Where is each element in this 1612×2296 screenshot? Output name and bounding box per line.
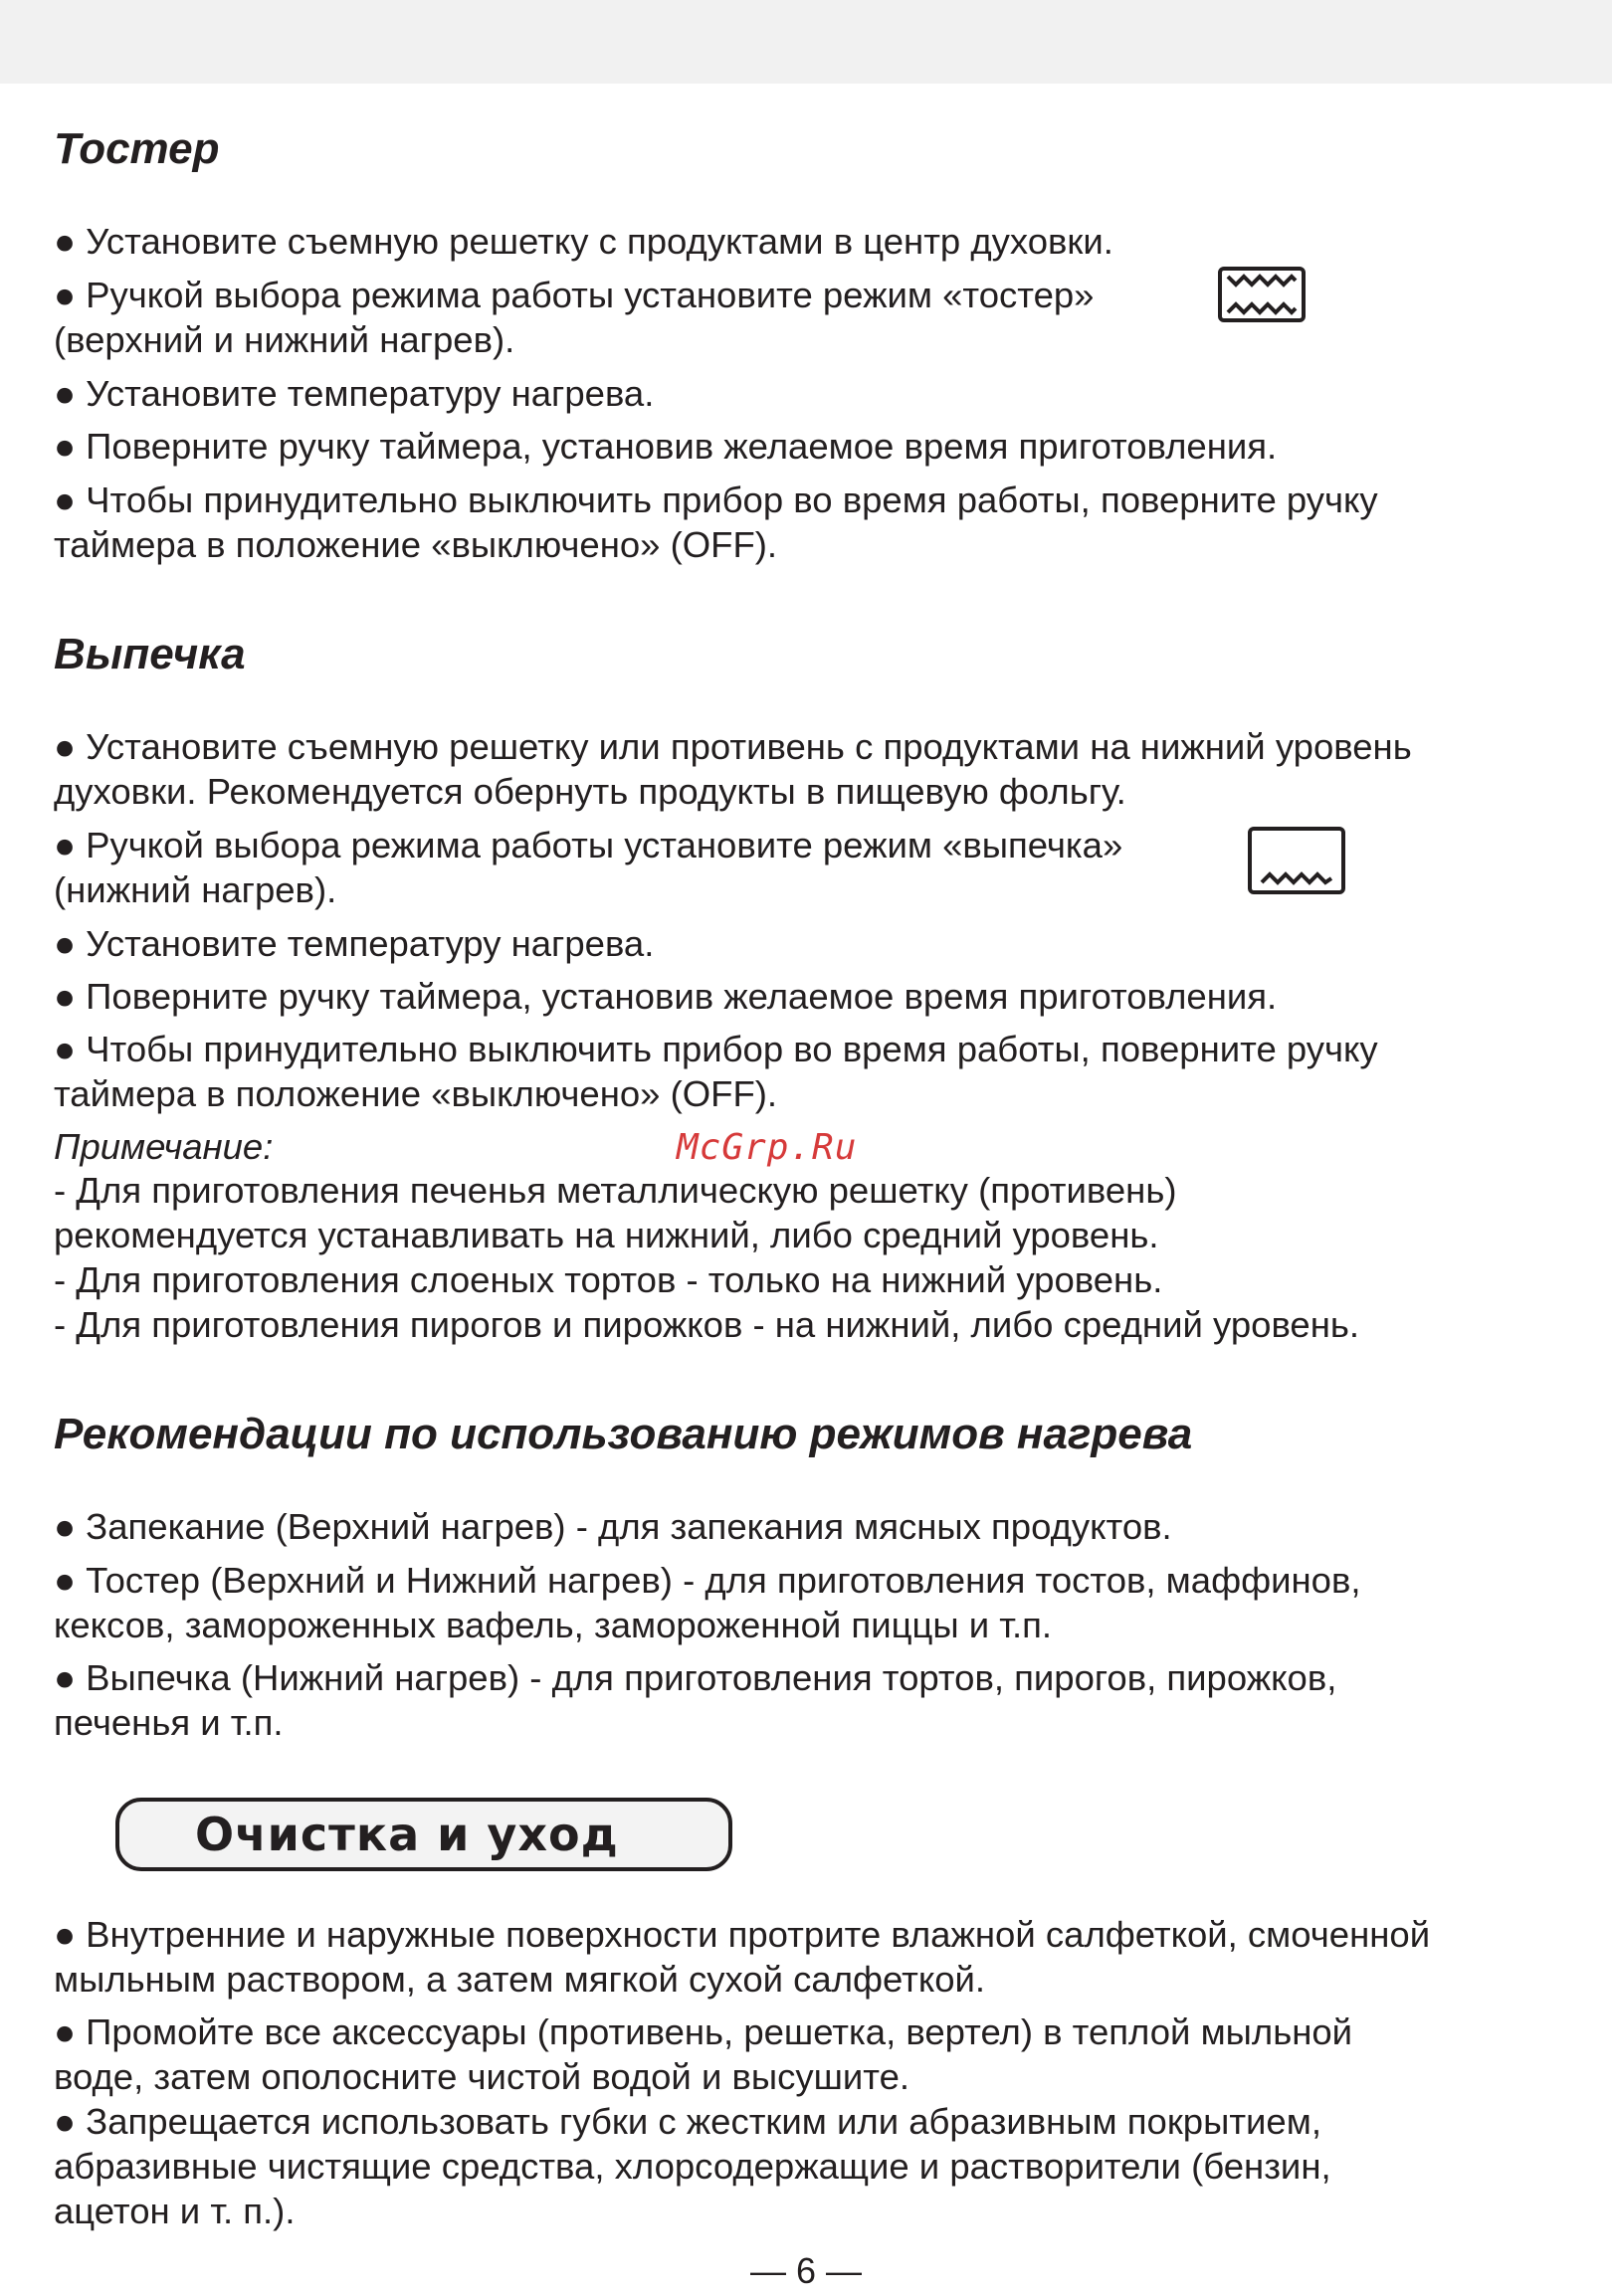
baking-item-4: ● Поверните ручку таймера, установив желаемое время приготовления. <box>54 976 1278 1017</box>
toaster-item-4: ● Поверните ручку таймера, установив желаемое время приготовления. <box>54 426 1278 467</box>
baking-item-3: ● Установите температуру нагрева. <box>54 923 655 964</box>
note-line-2: рекомендуется устанавливать на нижний, либо средний уровень. <box>54 1215 1159 1255</box>
toaster-item-5: ● Чтобы принудительно выключить прибор во время работы, поверните ручку таймера в положение «выключено» (OFF). <box>54 479 1378 565</box>
baking-item-5: ● Чтобы принудительно выключить прибор во время работы, поверните ручку таймера в положение «выключено» (OFF). <box>54 1029 1378 1114</box>
bottom-heat-icon <box>1248 827 1345 894</box>
watermark: McGrp.Ru <box>677 1127 858 1168</box>
note-line-1: - Для приготовления печенья металлическую решетку (противень) <box>54 1170 1177 1211</box>
page-number: — 6 — <box>749 2250 863 2291</box>
toaster-item-1: ● Установите съемную решетку с продуктами в центр духовки. <box>54 221 1113 262</box>
toaster-item-3: ● Установите температуру нагрева. <box>54 373 655 414</box>
note-label: Примечание: <box>54 1126 274 1167</box>
cleaning-item-3: ● Запрещается использовать губки с жестким или абразивным покрытием, абразивные чистящие средства, хлорсодержащие и растворители (бензин, ацетон и т. п.). <box>54 2101 1331 2231</box>
top-bar <box>0 0 1612 84</box>
recommendation-item-2: ● Тостер (Верхний и Нижний нагрев) - для приготовления тостов, маффинов, кексов, замороженных вафель, замороженной пиццы и т.п. <box>54 1560 1361 1645</box>
note-line-4: - Для приготовления пирогов и пирожков - на нижний, либо средний уровень. <box>54 1304 1360 1345</box>
baking-item-1: ● Установите съемную решетку или противень с продуктами на нижний уровень духовки. Рекомендуется обернуть продукты в пищевую фольгу. <box>54 726 1412 812</box>
section-title-recommendations: Рекомендации по использованию режимов нагрева <box>54 1410 1193 1458</box>
cleaning-item-1: ● Внутренние и наружные поверхности протрите влажной салфеткой, смоченной мыльным раствором, а затем мягкой сухой салфеткой. <box>54 1914 1431 2000</box>
cleaning-heading-banner <box>115 1798 732 1871</box>
note-line-3: - Для приготовления слоеных тортов - только на нижний уровень. <box>54 1259 1163 1300</box>
section-title-toaster: Тостер <box>54 124 220 173</box>
cleaning-heading: Очистка и уход <box>195 1808 619 1861</box>
recommendation-item-1: ● Запекание (Верхний нагрев) - для запекания мясных продуктов. <box>54 1506 1172 1547</box>
cleaning-item-2: ● Промойте все аксессуары (противень, решетка, вертел) в теплой мыльной воде, затем ополосните чистой водой и высушите. <box>54 2011 1353 2097</box>
recommendation-item-3: ● Выпечка (Нижний нагрев) - для приготовления тортов, пирогов, пирожков, печенья и т.п. <box>54 1657 1337 1743</box>
top-and-bottom-heat-icon <box>1218 267 1306 322</box>
baking-item-2: ● Ручкой выбора режима работы установите режим «выпечка» (нижний нагрев). <box>54 825 1123 910</box>
toaster-item-2: ● Ручкой выбора режима работы установите режим «тостер» (верхний и нижний нагрев). <box>54 275 1095 360</box>
section-title-baking: Выпечка <box>54 630 246 678</box>
